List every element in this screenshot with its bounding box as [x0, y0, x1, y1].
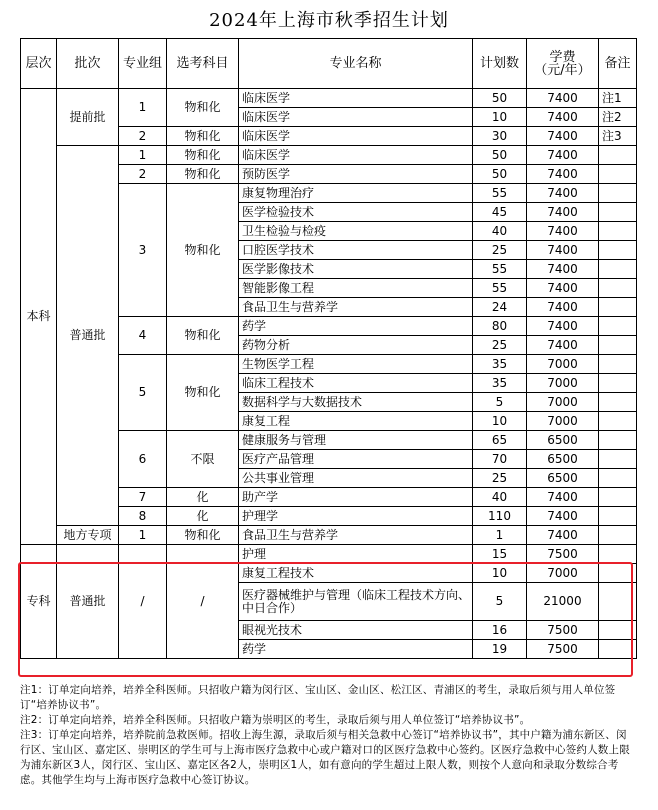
- note-cell: [599, 450, 637, 469]
- group-cell: 1: [119, 146, 167, 165]
- header-fee: [527, 39, 599, 89]
- header-level: 层次: [21, 39, 57, 89]
- plan-cell: 50: [473, 89, 527, 108]
- plan-cell: 25: [473, 469, 527, 488]
- footnote-1: 注1：订单定向培养，培养全科医师。只招收户籍为闵行区、宝山区、金山区、松江区、青浦区的考生，录取后须与用人单位签订“培养协议书”。: [20, 684, 616, 711]
- plan-cell: 45: [473, 203, 527, 222]
- subjects-cell: 物和化: [167, 184, 239, 317]
- plan-cell: 65: [473, 431, 527, 450]
- group-cell: 7: [119, 488, 167, 507]
- fee-cell: 7400: [527, 336, 599, 355]
- fee-cell: 7500: [527, 621, 599, 640]
- subjects-cell: 化: [167, 488, 239, 507]
- fee-cell: 7400: [527, 526, 599, 545]
- major-cell: 药学: [239, 317, 473, 336]
- header-fee-label: 学费: [549, 49, 576, 65]
- note-cell: [599, 526, 637, 545]
- fee-cell: 7400: [527, 279, 599, 298]
- group-cell: /: [119, 545, 167, 659]
- note-cell: [599, 222, 637, 241]
- major-cell: 临床医学: [239, 108, 473, 127]
- note-cell: [599, 545, 637, 564]
- fee-cell: 7400: [527, 203, 599, 222]
- major-cell: 护理学: [239, 507, 473, 526]
- subjects-cell: 物和化: [167, 165, 239, 184]
- note-cell: [599, 184, 637, 203]
- plan-cell: 10: [473, 108, 527, 127]
- major-cell: 医疗器械维护与管理（临床工程技术方向、中日合作）: [239, 583, 473, 621]
- fee-cell: 6500: [527, 450, 599, 469]
- note-cell: 注1: [599, 89, 637, 108]
- note-cell: 注2: [599, 108, 637, 127]
- major-cell: 康复物理治疗: [239, 184, 473, 203]
- plan-cell: 30: [473, 127, 527, 146]
- major-cell: 眼视光技术: [239, 621, 473, 640]
- plan-cell: 15: [473, 545, 527, 564]
- note-cell: [599, 355, 637, 374]
- fee-cell: 7400: [527, 317, 599, 336]
- fee-cell: 7000: [527, 374, 599, 393]
- note-cell: [599, 393, 637, 412]
- plan-cell: 40: [473, 222, 527, 241]
- note-cell: [599, 241, 637, 260]
- footnotes: [20, 683, 636, 788]
- major-cell: 健康服务与管理: [239, 431, 473, 450]
- plan-cell: 55: [473, 279, 527, 298]
- fee-cell: 7400: [527, 184, 599, 203]
- batch-cell: 普通批: [57, 545, 119, 659]
- note-cell: [599, 165, 637, 184]
- note-cell: [599, 469, 637, 488]
- fee-cell: 7000: [527, 564, 599, 583]
- plan-cell: 19: [473, 640, 527, 659]
- plan-cell: 110: [473, 507, 527, 526]
- level-cell: 专科: [21, 545, 57, 659]
- fee-cell: 7400: [527, 165, 599, 184]
- header-note: 备注: [599, 39, 637, 89]
- fee-cell: 7400: [527, 241, 599, 260]
- note-cell: [599, 621, 637, 640]
- batch-cell: 提前批: [57, 89, 119, 146]
- batch-cell: 地方专项: [57, 526, 119, 545]
- note-cell: [599, 564, 637, 583]
- major-cell: 食品卫生与营养学: [239, 526, 473, 545]
- fee-cell: 7000: [527, 393, 599, 412]
- enrollment-plan-table: [20, 38, 637, 659]
- group-cell: 6: [119, 431, 167, 488]
- plan-cell: 35: [473, 374, 527, 393]
- note-cell: [599, 640, 637, 659]
- major-cell: 口腔医学技术: [239, 241, 473, 260]
- major-cell: 康复工程: [239, 412, 473, 431]
- header-group: 专业组: [119, 39, 167, 89]
- table-row: [21, 526, 637, 545]
- group-cell: 5: [119, 355, 167, 431]
- table-row: [21, 545, 637, 564]
- plan-cell: 80: [473, 317, 527, 336]
- plan-cell: 10: [473, 412, 527, 431]
- major-cell: 康复工程技术: [239, 564, 473, 583]
- note-cell: [599, 431, 637, 450]
- major-cell: 药物分析: [239, 336, 473, 355]
- fee-cell: 7400: [527, 488, 599, 507]
- fee-cell: 7000: [527, 412, 599, 431]
- fee-cell: 7400: [527, 89, 599, 108]
- group-cell: 1: [119, 89, 167, 127]
- major-cell: 医疗产品管理: [239, 450, 473, 469]
- header-batch: 批次: [57, 39, 119, 89]
- subjects-cell: /: [167, 545, 239, 659]
- fee-cell: 7400: [527, 146, 599, 165]
- fee-cell: 7000: [527, 355, 599, 374]
- batch-cell: 普通批: [57, 146, 119, 526]
- major-cell: 卫生检验与检疫: [239, 222, 473, 241]
- fee-cell: 21000: [527, 583, 599, 621]
- group-cell: 2: [119, 127, 167, 146]
- subjects-cell: 物和化: [167, 317, 239, 355]
- plan-cell: 25: [473, 336, 527, 355]
- level-cell: 本科: [21, 89, 57, 545]
- note-cell: [599, 488, 637, 507]
- fee-cell: 7400: [527, 127, 599, 146]
- major-cell: 护理: [239, 545, 473, 564]
- note-cell: [599, 336, 637, 355]
- note-cell: [599, 583, 637, 621]
- fee-cell: 7400: [527, 507, 599, 526]
- group-cell: 2: [119, 165, 167, 184]
- table-row: [21, 146, 637, 165]
- fee-cell: 7400: [527, 108, 599, 127]
- major-cell: 食品卫生与营养学: [239, 298, 473, 317]
- major-cell: 医学影像技术: [239, 260, 473, 279]
- major-cell: 生物医学工程: [239, 355, 473, 374]
- subjects-cell: 物和化: [167, 89, 239, 127]
- plan-cell: 1: [473, 526, 527, 545]
- fee-cell: 7400: [527, 260, 599, 279]
- note-cell: [599, 279, 637, 298]
- footnote-2: 注2：订单定向培养，培养全科医师。只招收户籍为崇明区的考生，录取后须与用人单位签订“培养协议书”。: [20, 714, 531, 726]
- fee-cell: 7500: [527, 545, 599, 564]
- note-cell: [599, 317, 637, 336]
- plan-cell: 70: [473, 450, 527, 469]
- fee-cell: 7400: [527, 298, 599, 317]
- major-cell: 智能影像工程: [239, 279, 473, 298]
- subjects-cell: 不限: [167, 431, 239, 488]
- subjects-cell: 物和化: [167, 146, 239, 165]
- footnote-3: 注3：订单定向培养，培养院前急救医师。招收上海生源，录取后须与相关急救中心签订“培养协议书”，其中户籍为浦东新区、闵行区、宝山区、嘉定区、崇明区的学生可与上海市医疗急救中心或户籍对口的区医疗急救中心签约。区医疗急救中心签约人数上限为浦东新区3人，闵行区、宝山区、嘉定区各2人，崇明区1人，如有意向的学生超过上限人数，则按个人意向和录取分数综合考虑。其他学生均与上海市医疗急救中心签订协议。: [20, 729, 630, 786]
- header-row: [21, 39, 637, 89]
- plan-cell: 16: [473, 621, 527, 640]
- plan-cell: 25: [473, 241, 527, 260]
- major-cell: 公共事业管理: [239, 469, 473, 488]
- plan-cell: 5: [473, 393, 527, 412]
- page-title: 2024年上海市秋季招生计划: [209, 10, 449, 31]
- note-cell: [599, 374, 637, 393]
- plan-cell: 35: [473, 355, 527, 374]
- major-cell: 预防医学: [239, 165, 473, 184]
- header-plan: 计划数: [473, 39, 527, 89]
- plan-cell: 55: [473, 184, 527, 203]
- group-cell: 3: [119, 184, 167, 317]
- group-cell: 1: [119, 526, 167, 545]
- major-cell: 药学: [239, 640, 473, 659]
- major-cell: 临床医学: [239, 146, 473, 165]
- note-cell: [599, 507, 637, 526]
- fee-cell: 7400: [527, 222, 599, 241]
- header-fee-unit: （元/年）: [534, 62, 591, 78]
- plan-cell: 55: [473, 260, 527, 279]
- note-cell: [599, 298, 637, 317]
- major-cell: 医学检验技术: [239, 203, 473, 222]
- note-cell: [599, 412, 637, 431]
- major-cell: 助产学: [239, 488, 473, 507]
- header-major: 专业名称: [239, 39, 473, 89]
- plan-cell: 40: [473, 488, 527, 507]
- group-cell: 4: [119, 317, 167, 355]
- note-cell: [599, 203, 637, 222]
- subjects-cell: 物和化: [167, 526, 239, 545]
- table-row: [21, 89, 637, 108]
- group-cell: 8: [119, 507, 167, 526]
- major-cell: 临床工程技术: [239, 374, 473, 393]
- note-cell: 注3: [599, 127, 637, 146]
- header-subjects: 选考科目: [167, 39, 239, 89]
- fee-cell: 6500: [527, 469, 599, 488]
- note-cell: [599, 146, 637, 165]
- plan-cell: 10: [473, 564, 527, 583]
- fee-cell: 6500: [527, 431, 599, 450]
- major-cell: 数据科学与大数据技术: [239, 393, 473, 412]
- subjects-cell: 化: [167, 507, 239, 526]
- major-cell: 临床医学: [239, 89, 473, 108]
- plan-cell: 50: [473, 165, 527, 184]
- plan-cell: 24: [473, 298, 527, 317]
- fee-cell: 7500: [527, 640, 599, 659]
- subjects-cell: 物和化: [167, 127, 239, 146]
- note-cell: [599, 260, 637, 279]
- plan-cell: 5: [473, 583, 527, 621]
- subjects-cell: 物和化: [167, 355, 239, 431]
- major-cell: 临床医学: [239, 127, 473, 146]
- plan-cell: 50: [473, 146, 527, 165]
